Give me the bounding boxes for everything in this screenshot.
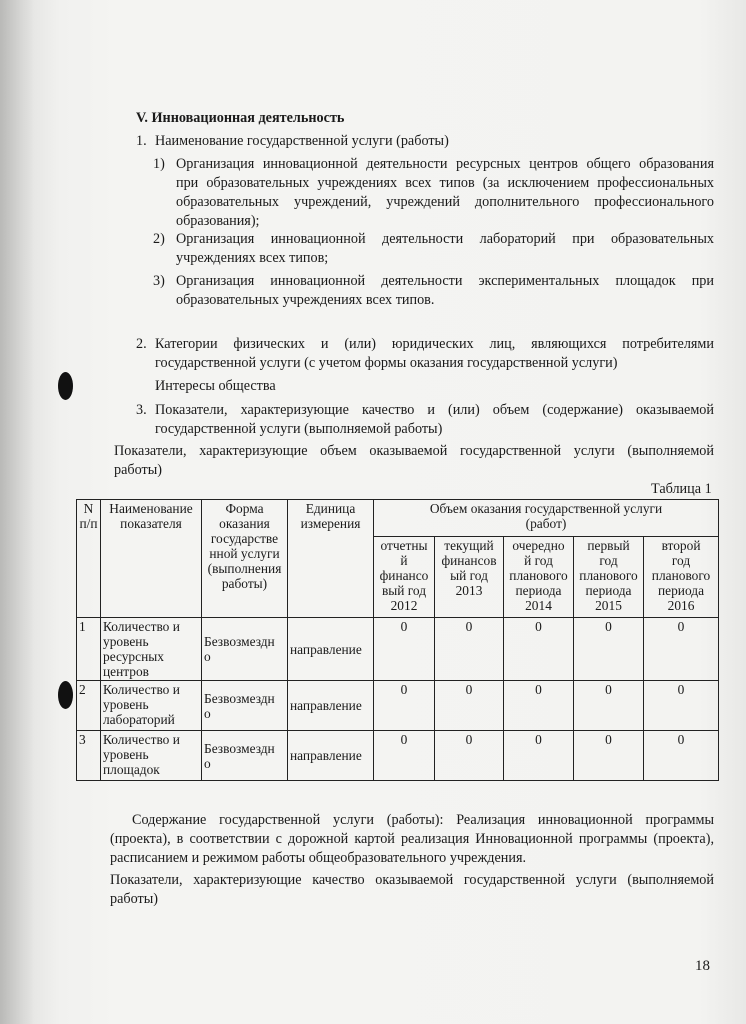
row-value-2016: 0 — [644, 618, 719, 681]
subitem-line: образовательных учреждениях всех типов. — [176, 292, 435, 308]
row-value-2015: 0 — [574, 618, 644, 681]
subitem-line: образования); — [176, 213, 260, 229]
header-period-2015: первый год планового периода 2015 — [574, 537, 644, 618]
subitem-line: Организация инновационной деятельности ресурсных центров общего образования — [176, 156, 714, 172]
volume-heading-line: Показатели, характеризующие объем оказываемой государственной услуги (выполняемой — [114, 443, 714, 459]
row-value-2014: 0 — [504, 681, 574, 731]
item-number: 3. — [136, 402, 147, 418]
header-period-2016: второй год планового периода 2016 — [644, 537, 719, 618]
row-unit: направление — [288, 731, 374, 781]
header-period-2013: текущий финансов ый год 2013 — [435, 537, 504, 618]
row-value-2012: 0 — [374, 618, 435, 681]
table-caption: Таблица 1 — [651, 481, 712, 497]
table-row — [77, 731, 719, 781]
subitem-line: при образовательных учреждениях всех типов (за исключением профессиональных — [176, 175, 714, 191]
row-value-2013: 0 — [435, 731, 504, 781]
row-unit: направление — [288, 681, 374, 731]
volume-indicators-table — [76, 499, 719, 781]
row-indicator-name: Количество и уровень площадок — [101, 731, 202, 781]
item-text: Наименование государственной услуги (работы) — [155, 133, 449, 149]
item-line: государственной услуги (выполняемой работы) — [155, 421, 443, 437]
item-number: 1. — [136, 133, 147, 149]
row-service-form: Безвозмездн о — [202, 681, 288, 731]
quality-heading-line: работы) — [110, 891, 158, 907]
table-row — [77, 681, 719, 731]
row-value-2015: 0 — [574, 731, 644, 781]
volume-heading-line: работы) — [114, 462, 162, 478]
subitem-number: 1) — [153, 156, 165, 172]
subitem-line: Организация инновационной деятельности лабораторий при образовательных — [176, 231, 714, 247]
item-line: государственной услуги (с учетом формы оказания государственной услуги) — [155, 355, 618, 371]
section-title: V. Инновационная деятельность — [136, 110, 345, 126]
table-row — [77, 618, 719, 681]
header-service-volume: Объем оказания государственной услуги (работ) — [374, 500, 719, 537]
content-para-line: (проекта), в соответствии с дорожной картой реализация Инновационной программы (проекта), — [110, 831, 714, 847]
page-number: 18 — [695, 958, 710, 974]
row-num: 1 — [77, 618, 101, 681]
row-value-2012: 0 — [374, 731, 435, 781]
header-service-form: Форма оказания государстве нной услуги (выполнения работы) — [202, 500, 288, 618]
content-para-line: Содержание государственной услуги (работы): Реализация инновационной программы — [132, 812, 714, 828]
consumer-category: Интересы общества — [155, 378, 276, 394]
header-unit: Единица измерения — [288, 500, 374, 618]
row-value-2012: 0 — [374, 681, 435, 731]
row-value-2013: 0 — [435, 618, 504, 681]
row-service-form: Безвозмездн о — [202, 731, 288, 781]
subitem-line: образовательных учреждений, учреждений дополнительного профессионального — [176, 194, 714, 210]
row-value-2016: 0 — [644, 681, 719, 731]
header-period-2014: очередно й год планового периода 2014 — [504, 537, 574, 618]
row-num: 2 — [77, 681, 101, 731]
row-value-2014: 0 — [504, 618, 574, 681]
item-line: Показатели, характеризующие качество и (или) объем (содержание) оказываемой — [155, 402, 714, 418]
header-period-2012: отчетны й финансо вый год 2012 — [374, 537, 435, 618]
quality-heading-line: Показатели, характеризующие качество оказываемой государственной услуги (выполняемой — [110, 872, 714, 888]
row-value-2013: 0 — [435, 681, 504, 731]
subitem-line: учреждениях всех типов; — [176, 250, 329, 266]
header-num: N п/п — [77, 500, 101, 618]
row-value-2014: 0 — [504, 731, 574, 781]
row-value-2015: 0 — [574, 681, 644, 731]
row-unit: направление — [288, 618, 374, 681]
subitem-line: Организация инновационной деятельности экспериментальных площадок при — [176, 273, 714, 289]
row-service-form: Безвозмездн о — [202, 618, 288, 681]
item-line: Категории физических и (или) юридических лиц, являющихся потребителями — [155, 336, 714, 352]
row-num: 3 — [77, 731, 101, 781]
row-value-2016: 0 — [644, 731, 719, 781]
subitem-number: 2) — [153, 231, 165, 247]
content-para-line: расписанием и режимом работы общеобразовательного учреждения. — [110, 850, 527, 866]
subitem-number: 3) — [153, 273, 165, 289]
row-indicator-name: Количество и уровень ресурсных центров — [101, 618, 202, 681]
item-number: 2. — [136, 336, 147, 352]
row-indicator-name: Количество и уровень лабораторий — [101, 681, 202, 731]
header-indicator-name: Наименование показателя — [101, 500, 202, 618]
